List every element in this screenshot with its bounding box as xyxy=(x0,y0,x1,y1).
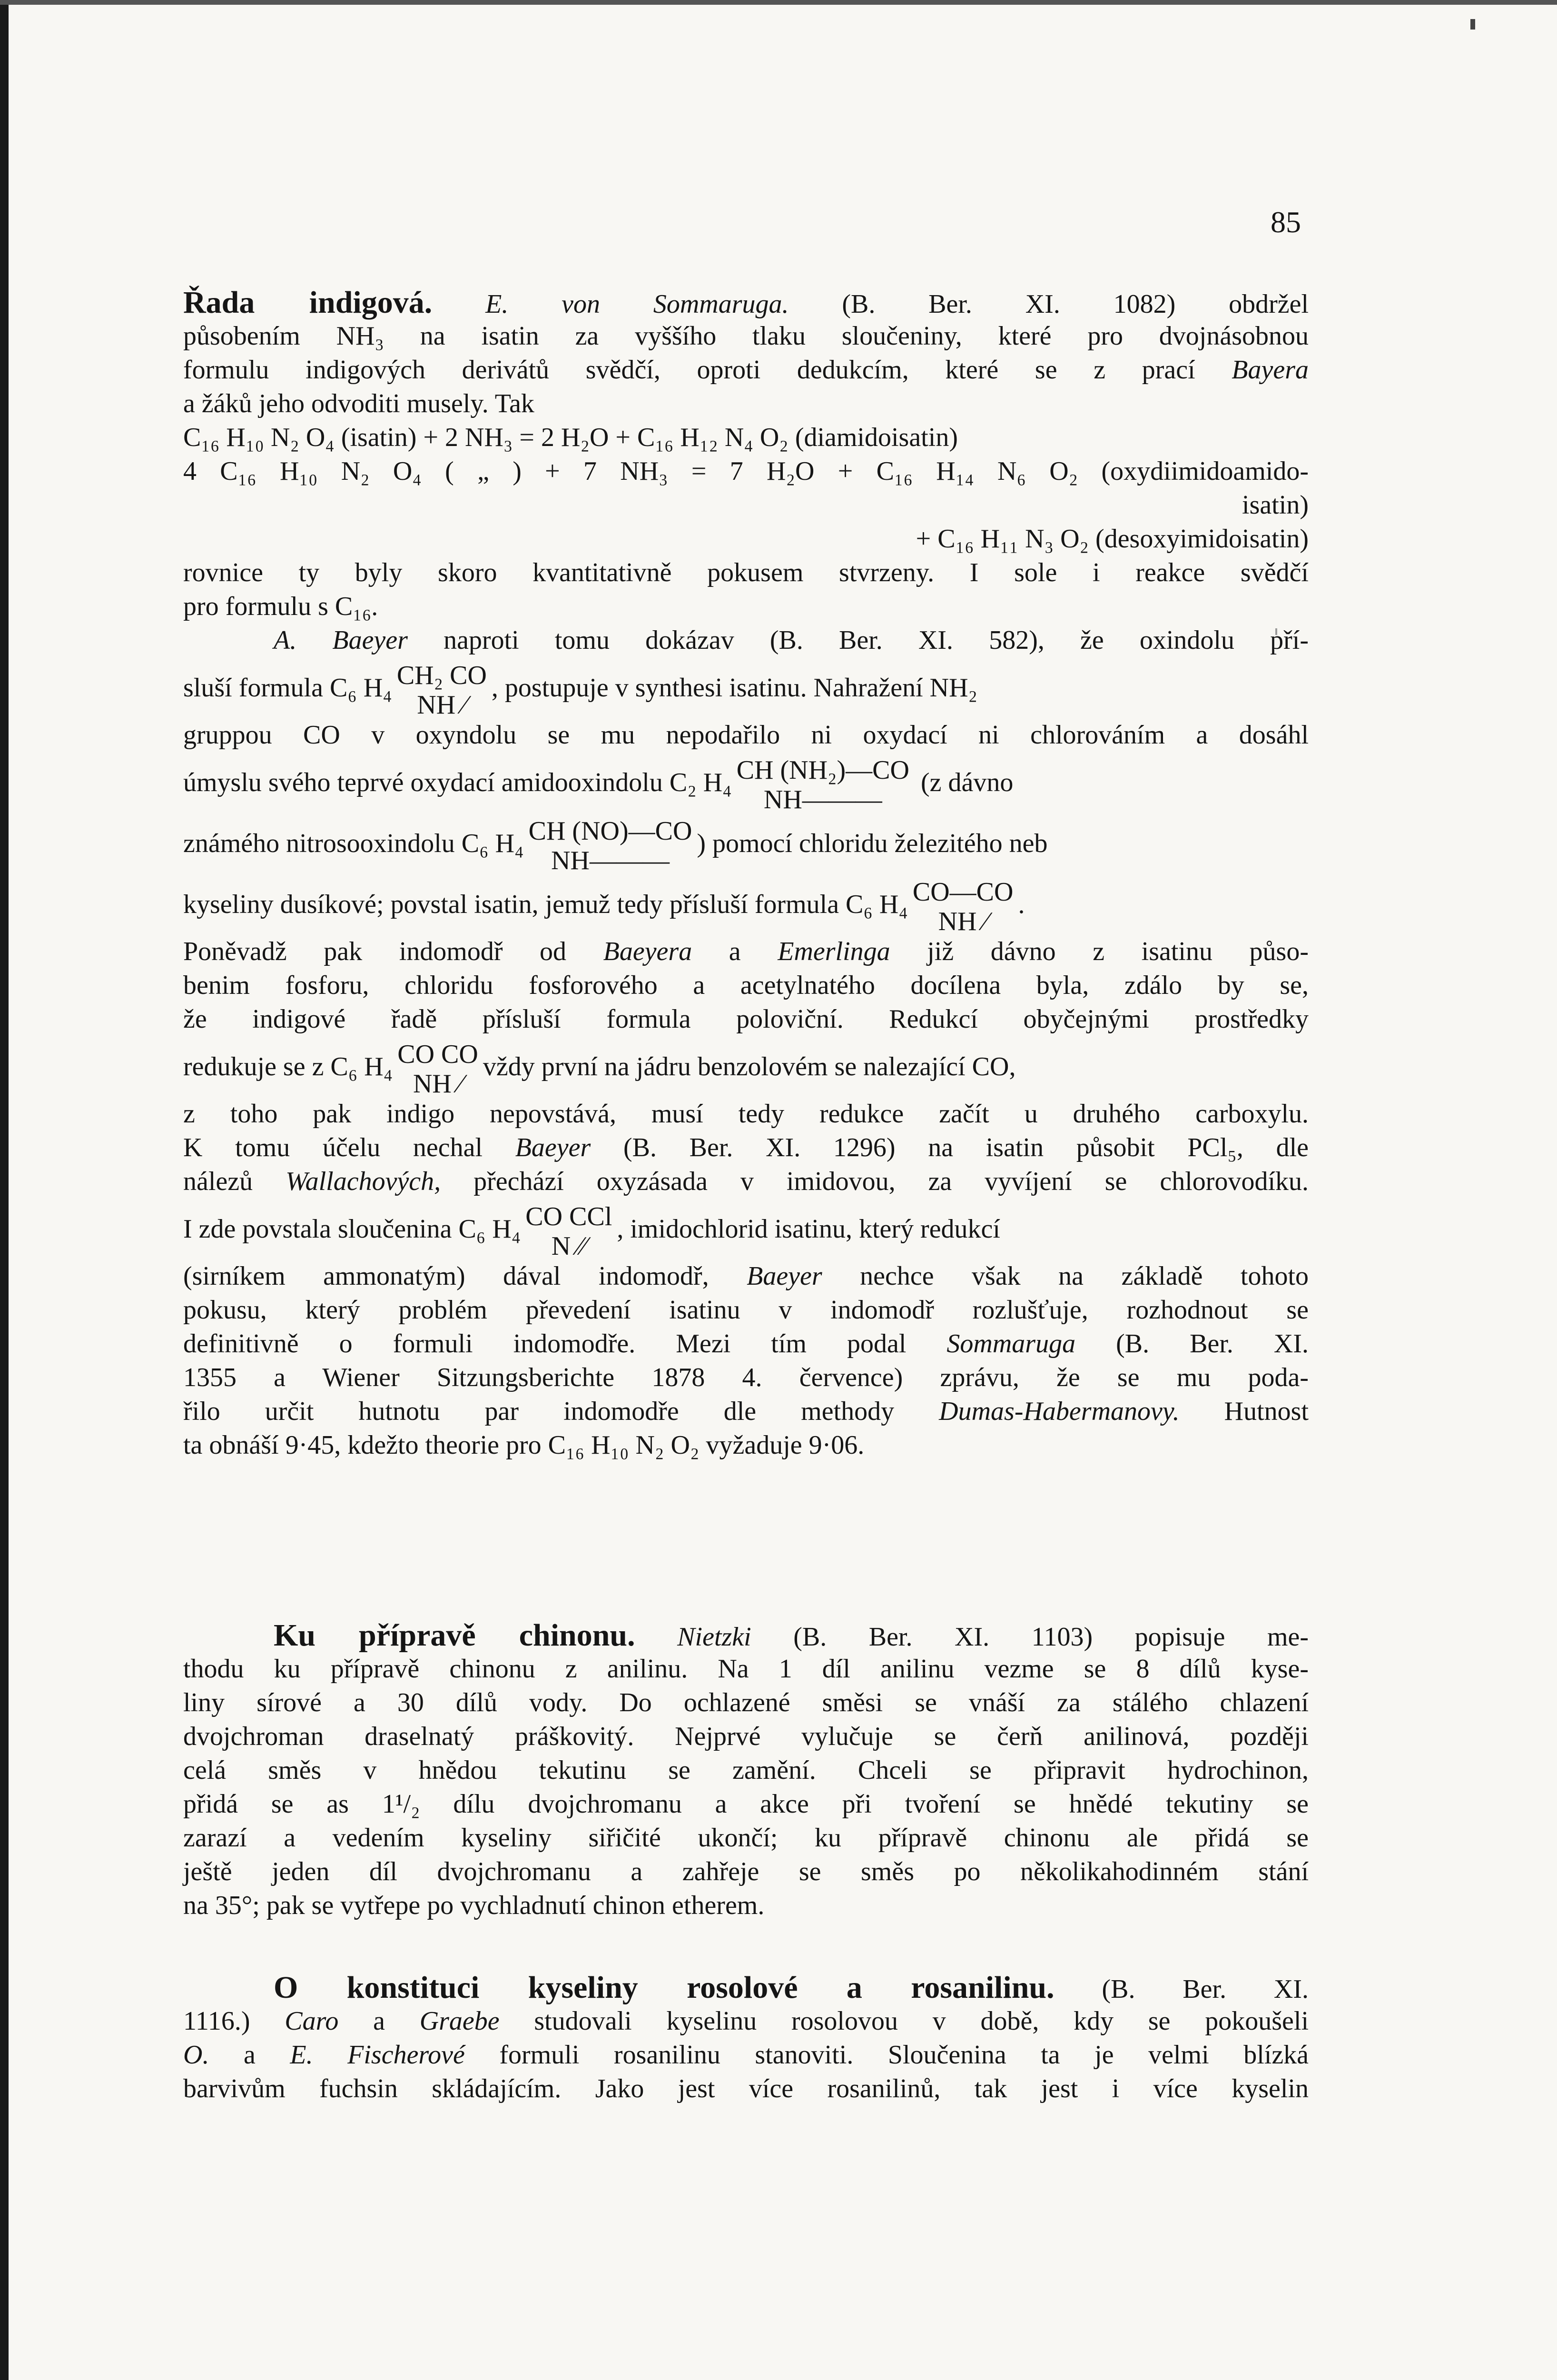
text-span: NH ⁄ xyxy=(417,690,467,720)
text-span: řilo určit hutnotu par indomodře dle methody xyxy=(183,1397,895,1426)
text-span: naproti tomu dokázav (B. Ber. XI. 582), že oxindolu pří- xyxy=(443,625,1309,655)
text-line: 1355 a Wiener Sitzungsberichte 1878 4. července) zprávu, že se mu poda- xyxy=(183,1363,1309,1392)
section-heading: Řada indigová. xyxy=(183,285,433,320)
section-heading: O konstituci kyseliny rosolové a rosanilinu. xyxy=(274,1970,1054,2005)
text-span: N ⁄⁄ xyxy=(551,1231,586,1261)
text-span: (B. Ber. XI. xyxy=(1116,1329,1309,1359)
text-span: (B. Ber. XI. 1296) na isatin působit PCl₅, dle xyxy=(623,1133,1309,1162)
text-span: (z dávno xyxy=(920,768,1014,797)
text-line: benim fosforu, chloridu fosforového a acetylnatého docílena byla, zdálo by se, xyxy=(183,971,1309,1000)
text-span: Baeyer xyxy=(515,1133,591,1162)
text-line: zarazí a vedením kyseliny siřičité ukončí; ku přípravě chinonu ale přidá se xyxy=(183,1823,1309,1853)
equation: 4 C₁₆ H₁₀ N₂ O₄ ( „ ) + 7 NH₃ = 7 H₂O + C₁₆ H₁₄ N₆ O₂ (oxydiimidoamido- xyxy=(183,456,1309,486)
text-span: a xyxy=(244,2040,256,2070)
text-span: CO CCl xyxy=(525,1202,612,1232)
text-line-formula xyxy=(183,1036,1309,1097)
text-span: (B. Ber. XI. xyxy=(1102,1974,1309,2004)
text-line: pokusu, který problém převedení isatinu v indomodř rozlušťuje, rozhodnout se xyxy=(183,1295,1309,1325)
text-span: (sirníkem ammonatým) dával indomodř, xyxy=(183,1261,709,1291)
text-line xyxy=(183,1971,1309,2004)
text-line xyxy=(183,2004,1309,2038)
text-span: formulu indigových derivátů svědčí, oproti dedukcím, které se z prací xyxy=(183,355,1195,385)
text-line xyxy=(183,1259,1309,1293)
equation: isatin) xyxy=(1242,490,1309,520)
text-line: přidá se as 1¹/₂ dílu dvojchromanu a akce při tvoření se hnědé tekutiny se xyxy=(183,1789,1309,1819)
text-line-formula xyxy=(183,1199,1309,1259)
text-span: Baeyera xyxy=(603,937,692,966)
text-span: ) pomocí chloridu železitého neb xyxy=(697,829,1048,858)
text-line xyxy=(183,624,1309,657)
text-span: nechce však na základě tohoto xyxy=(860,1261,1309,1291)
text-span: Baeyer xyxy=(747,1261,822,1291)
text-line xyxy=(183,1131,1309,1165)
structural-formula xyxy=(529,816,692,875)
text-span: . xyxy=(1018,890,1025,919)
text-span: a xyxy=(729,937,741,966)
text-line: ještě jeden díl dvojchromanu a zahřeje se směs po několikahodinném stání xyxy=(183,1857,1309,1886)
text-span: sluší formula C₆ H₄ xyxy=(183,673,392,703)
text-line: že indigové řadě přísluší formula poloviční. Redukcí obyčejnými prostředky xyxy=(183,1004,1309,1034)
text-span: E. Fischerové xyxy=(290,2040,465,2070)
text-span: Nietzki xyxy=(677,1622,751,1652)
text-span: vždy první na jádru benzolovém se nalezající CO, xyxy=(483,1052,1016,1081)
text-span: formuli rosanilinu stanoviti. Sloučenina ta je velmi blízká xyxy=(499,2040,1309,2070)
text-line xyxy=(183,353,1309,387)
scan-edge-left xyxy=(0,0,9,2380)
text-span: NH——— xyxy=(763,785,882,815)
text-span: , postupuje v synthesi isatinu. Nahražení NH₂ xyxy=(491,673,978,703)
text-line-formula xyxy=(183,752,1309,813)
text-line xyxy=(183,2038,1309,2072)
text-span: a xyxy=(373,2006,385,2036)
text-span: (B. Ber. XI. 1103) popisuje me- xyxy=(793,1622,1309,1652)
text-line: na 35°; pak se vytřepe po vychladnutí chinon etherem. xyxy=(183,1891,765,1920)
section-indigo xyxy=(183,286,1309,1462)
equation: C₁₆ H₁₀ N₂ O₄ (isatin) + 2 NH₃ = 2 H₂O + C₁₆ H₁₂ N₄ O₂ (diamidoisatin) xyxy=(183,423,958,452)
text-line: působením NH₃ na isatin za vyššího tlaku sloučeniny, které pro dvojnásobnou xyxy=(183,321,1309,351)
text-span: již dávno z isatinu půso- xyxy=(927,937,1309,966)
text-span: redukuje se z C₆ H₄ xyxy=(183,1052,393,1081)
text-span: NH——— xyxy=(551,846,670,876)
text-span: CO—CO xyxy=(912,877,1014,907)
text-line xyxy=(183,1618,1309,1652)
section-heading: Ku přípravě chinonu. xyxy=(274,1618,635,1653)
text-span: známého nitrosooxindolu C₆ H₄ xyxy=(183,829,524,858)
text-span: nálezů xyxy=(183,1167,253,1196)
text-span: NH ⁄ xyxy=(938,907,988,937)
structural-formula xyxy=(397,661,487,720)
text-span: Bayera xyxy=(1232,355,1309,385)
text-span: Graebe xyxy=(419,2006,500,2036)
text-span: Emerlinga xyxy=(778,937,890,966)
text-line: thodu ku přípravě chinonu z anilinu. Na 1 díl anilinu vezme se 8 dílů kyse- xyxy=(183,1654,1309,1684)
scan-speck xyxy=(1470,19,1475,30)
text-span: CO CO xyxy=(397,1040,478,1070)
text-span: NH ⁄ xyxy=(413,1069,463,1099)
page-number: 85 xyxy=(1271,205,1301,239)
text-span: Wallachových, xyxy=(286,1167,441,1196)
text-line: gruppou CO v oxyndolu se mu nepodařilo ni oxydací ni chlorováním a dosáhl xyxy=(183,720,1309,750)
text-span: E. xyxy=(485,289,509,319)
text-span: Caro xyxy=(285,2006,339,2036)
text-span: K tomu účelu nechal xyxy=(183,1133,483,1162)
structural-formula xyxy=(397,1040,478,1099)
text-span: kyseliny dusíkové; povstal isatin, jemuž tedy přísluší formula C₆ H₄ xyxy=(183,890,908,919)
text-line: liny sírové a 30 dílů vody. Do ochlazené směsi se vnáší za stálého chlazení xyxy=(183,1688,1309,1717)
text-line xyxy=(183,935,1309,969)
section-chinon xyxy=(183,1618,1309,1923)
text-line xyxy=(183,1395,1309,1428)
text-span: von Sommaruga. xyxy=(562,289,789,319)
text-span: Hutnost xyxy=(1224,1397,1309,1426)
text-line: dvojchroman draselnatý práškovitý. Nejprvé vylučuje se čerň anilinová, později xyxy=(183,1722,1309,1751)
text-span: 1116.) xyxy=(183,2006,250,2036)
text-span: studovali kyselinu rosolovou v době, kdy se pokoušeli xyxy=(534,2006,1309,2036)
section-rosol xyxy=(183,1971,1309,2106)
structural-formula xyxy=(913,877,1014,936)
text-span: O. xyxy=(183,2040,209,2070)
text-line xyxy=(183,286,1309,319)
text-span: Dumas-Habermanovy. xyxy=(939,1397,1180,1426)
text-span: I zde povstala sloučenina C₆ H₄ xyxy=(183,1214,521,1244)
text-line: a žáků jeho odvoditi musely. Tak xyxy=(183,389,534,418)
text-line-formula xyxy=(183,813,1309,874)
text-line: rovnice ty byly skoro kvantitativně pokusem stvrzeny. I sole i reakce svědčí xyxy=(183,558,1309,587)
text-span: A. Baeyer xyxy=(274,625,408,655)
structural-formula xyxy=(525,1202,612,1261)
text-line-formula xyxy=(183,657,1309,718)
text-span: úmyslu svého teprvé oxydací amidooxindolu C₂ H₄ xyxy=(183,768,732,797)
text-line xyxy=(183,1327,1309,1361)
text-span: přechází oxyzásada v imidovou, za vyvíjení se chlorovodíku. xyxy=(473,1167,1309,1196)
text-line: ta obnáší 9·45, kdežto theorie pro C₁₆ H₁₀ N₂ O₂ vyžaduje 9·06. xyxy=(183,1430,865,1460)
text-line: barvivům fuchsin skládajícím. Jako jest více rosanilinů, tak jest i více kyselin xyxy=(183,2074,1309,2103)
equation: + C₁₆ H₁₁ N₃ O₂ (desoxyimidoisatin) xyxy=(916,524,1309,554)
text-span: Poněvadž pak indomodř od xyxy=(183,937,567,966)
text-span: Sommaruga xyxy=(946,1329,1076,1359)
text-span: (B. Ber. XI. 1082) obdržel xyxy=(842,289,1309,319)
text-span: CH (NO)—CO xyxy=(528,816,692,846)
text-line: z toho pak indigo nepovstává, musí tedy redukce začít u druhého carboxylu. xyxy=(183,1099,1309,1129)
scan-edge-top xyxy=(0,0,1557,5)
text-line: celá směs v hnědou tekutinu se zamění. Chceli se připravit hydrochinon, xyxy=(183,1755,1309,1785)
text-line: pro formulu s C₁₆. xyxy=(183,592,378,621)
text-line-formula xyxy=(183,874,1309,935)
text-span: , imidochlorid isatinu, který redukcí xyxy=(617,1214,1000,1244)
structural-formula xyxy=(737,755,909,814)
text-line xyxy=(183,1165,1309,1199)
text-span: CH₂ CO xyxy=(396,661,487,691)
text-span: definitivně o formuli indomodře. Mezi tím podal xyxy=(183,1329,907,1359)
text-span: CH (NH₂)—CO xyxy=(736,755,909,785)
